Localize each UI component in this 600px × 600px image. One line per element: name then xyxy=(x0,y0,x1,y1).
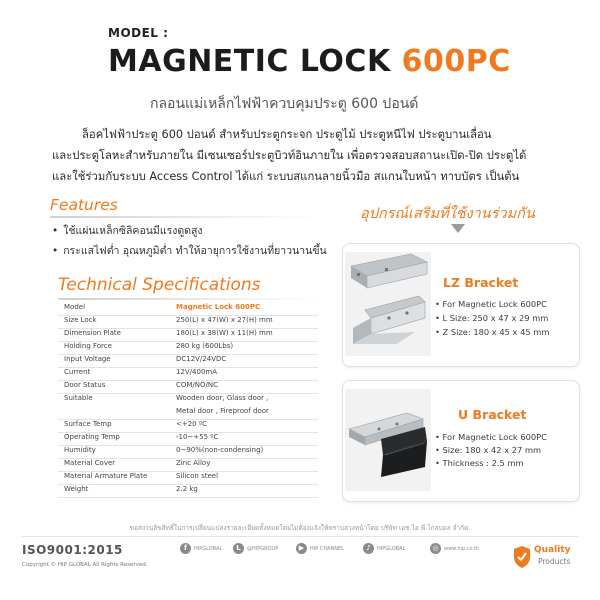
spec-value: 2.2 kg xyxy=(176,485,198,493)
spec-key: Dimension Plate xyxy=(64,329,121,337)
spec-value: DC12V/24VDC xyxy=(176,355,227,363)
description-line-1: ล็อคไฟฟ้าประตู 600 ปอนด์ สำหรับประตูกระจก ประตูไม้ ประตูหนีไฟ ประตูบานเลื่อน xyxy=(82,128,492,141)
spec-row xyxy=(58,472,318,485)
social-facebook[interactable] xyxy=(180,543,222,554)
accessories-title: อุปกรณ์เสริมที่ใช้งานร่วมกัน xyxy=(360,206,535,222)
spec-value: Silicon steel xyxy=(176,472,219,480)
specs-title: Technical Specifications xyxy=(58,275,261,295)
spec-row xyxy=(58,420,318,433)
spec-key: Material Cover xyxy=(64,459,116,467)
spec-key: Size Lock xyxy=(64,316,97,324)
spec-value: Zinc Alloy xyxy=(176,459,211,467)
features-list xyxy=(52,221,352,261)
spec-key: Surface Temp xyxy=(64,420,112,428)
spec-key: Humidity xyxy=(64,446,96,454)
social-line[interactable] xyxy=(233,543,278,554)
down-arrow-icon xyxy=(451,224,465,233)
spec-key: Operating Temp xyxy=(64,433,120,441)
globe-icon: ◎ xyxy=(430,543,441,554)
feature-item: • กระแสไฟต่ำ อุณหภูมิต่ำ ทำให้อายุการใช้งานที่ยาวนานขึ้น xyxy=(52,241,352,261)
social-tiktok[interactable] xyxy=(363,543,405,554)
disclaimer-text: ขอสงวนลิขสิทธิ์ในการเปลี่ยนแปลงรายละเอียดทั้งหมดโดยไม่ต้องแจ้งให้ทราบล่วงหน้าโดย บริษัท เอช ไอ พี โกลบอล จำกัด. xyxy=(129,524,471,532)
spec-key: Current xyxy=(64,368,91,376)
iso-certification: ISO9001:2015 xyxy=(22,543,123,557)
spec-value: 12V/400mA xyxy=(176,368,218,376)
lz-bracket-spec: • Z Size: 180 x 45 x 45 mm xyxy=(435,327,550,337)
spec-value: Wooden door, Glass door , xyxy=(176,394,269,402)
spec-value-continued: Metal door , Fireproof door xyxy=(176,407,269,415)
lz-bracket-name: LZ Bracket xyxy=(443,275,519,290)
products-label: Products xyxy=(538,557,571,566)
product-title-model: 600PC xyxy=(401,44,511,79)
facebook-handle: HIPGLOBAL xyxy=(194,546,223,552)
lz-bracket-spec: • For Magnetic Lock 600PC xyxy=(435,299,547,309)
tiktok-icon: ♪ xyxy=(363,543,374,554)
spec-value: <+20 ºC xyxy=(176,420,208,428)
spec-value: 250(L) x 47(W) x 27(H) mm xyxy=(176,316,273,324)
spec-row xyxy=(58,368,318,381)
product-title-main: MAGNETIC LOCK xyxy=(108,44,402,79)
spec-value: Magnetic Lock 600PC xyxy=(176,303,261,311)
website-url: www.hip.co.th xyxy=(444,546,480,552)
features-title: Features xyxy=(50,196,118,214)
spec-value: 180(L) x 38(W) x 11(H) mm xyxy=(176,329,273,337)
product-title xyxy=(108,44,511,79)
spec-row xyxy=(58,342,318,355)
lz-bracket-illustration xyxy=(345,252,431,356)
spec-key: Weight xyxy=(64,485,89,493)
spec-table xyxy=(58,303,318,498)
spec-key: Material Armature Plate xyxy=(64,472,148,480)
footer-divider xyxy=(22,536,578,537)
spec-row xyxy=(58,329,318,342)
spec-key: Suitable xyxy=(64,394,93,402)
spec-row xyxy=(58,446,318,459)
spec-key: Model xyxy=(64,303,86,311)
u-bracket-illustration xyxy=(345,389,431,491)
spec-value: COM/NO/NC xyxy=(176,381,219,389)
u-bracket-name: U Bracket xyxy=(458,407,527,422)
description-line-3: และใช้ร่วมกับระบบ Access Control ได้แก่ ระบบสแกนลายนิ้วมือ สแกนใบหน้า ทาบบัตร เป็นต้น xyxy=(52,170,520,183)
specs-divider xyxy=(58,298,323,300)
u-bracket-spec: • Thickness : 2.5 mm xyxy=(435,458,524,468)
u-bracket-spec: • Size: 180 x 42 x 27 mm xyxy=(435,445,542,455)
spec-row xyxy=(58,303,318,316)
youtube-icon: ▶ xyxy=(296,543,307,554)
quality-label: Quality xyxy=(534,545,571,555)
spec-row xyxy=(58,485,318,498)
model-label: MODEL : xyxy=(108,26,169,40)
line-icon: L xyxy=(233,543,244,554)
quality-shield-icon xyxy=(512,545,532,569)
tiktok-handle: HIPGLOBAL xyxy=(377,546,406,552)
spec-value: 280 kg (600Lbs) xyxy=(176,342,234,350)
product-description xyxy=(52,124,557,187)
lz-bracket-card xyxy=(342,243,580,367)
social-youtube[interactable] xyxy=(296,543,344,554)
spec-row xyxy=(58,459,318,472)
line-handle: @HIPGROUP xyxy=(247,546,279,552)
spec-value: 0~90%(non-condensing) xyxy=(176,446,264,454)
spec-row xyxy=(58,316,318,329)
product-subtitle: กลอนแม่เหล็กไฟฟ้าควบคุมประตู 600 ปอนด์ xyxy=(150,96,419,112)
spec-key: Door Status xyxy=(64,381,106,389)
copyright-text: Copyright © HIP GLOBAL All Rights Reserved. xyxy=(22,562,148,568)
youtube-handle: HIP CHANNEL xyxy=(310,546,344,552)
social-website[interactable] xyxy=(430,543,479,554)
u-bracket-spec: • For Magnetic Lock 600PC xyxy=(435,432,547,442)
spec-row xyxy=(58,433,318,446)
u-bracket-image xyxy=(345,389,431,491)
facebook-icon: f xyxy=(180,543,191,554)
quality-badge xyxy=(512,545,582,571)
spec-key: Holding Force xyxy=(64,342,112,350)
lz-bracket-image xyxy=(345,252,431,356)
spec-key: Input Voltage xyxy=(64,355,111,363)
spec-row xyxy=(58,381,318,394)
spec-row xyxy=(58,394,318,420)
spec-value: -10~+55 ºC xyxy=(176,433,219,441)
description-line-2: และประตูโลหะสำหรับภายใน มีเซนเซอร์ประตูบิวท์อินภายใน เพื่อตรวจสอบสถานะเปิด-ปิด ประตูได้ xyxy=(52,149,527,162)
spec-row xyxy=(58,355,318,368)
feature-item: • ใช้แผ่นเหล็กซิลิคอนมีแรงดูดสูง xyxy=(52,221,352,241)
features-divider xyxy=(50,216,320,218)
lz-bracket-spec: • L Size: 250 x 47 x 29 mm xyxy=(435,313,549,323)
u-bracket-card xyxy=(342,380,580,502)
